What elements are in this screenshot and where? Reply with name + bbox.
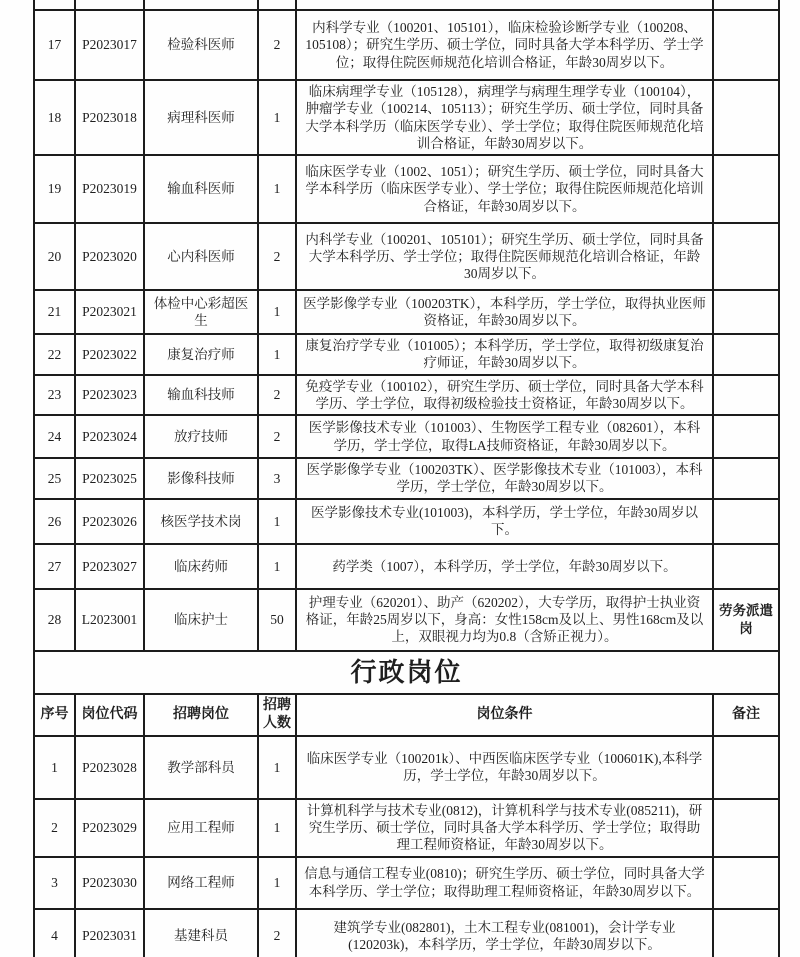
remark-cell: [713, 799, 779, 857]
row-index-cell: 4: [34, 909, 75, 957]
row-index-cell: 17: [34, 10, 75, 80]
table-row: [34, 223, 779, 290]
row-index-cell: 1: [34, 736, 75, 799]
position-code-cell: P2023023: [75, 375, 144, 416]
table-row: [34, 155, 779, 223]
row-index-cell: 21: [34, 290, 75, 334]
requirements-cell: 医学影像技术专业(101003)，本科学历，学士学位，年龄30周岁以下。: [296, 499, 713, 544]
table-header-row: [34, 694, 779, 736]
row-index-cell: 19: [34, 155, 75, 223]
position-code-cell: P2023018: [75, 80, 144, 155]
remark-cell: [713, 544, 779, 589]
requirements-cell: 临床医学专业（100201k）、中西医临床医学专业（100601K),本科学历，学士学位，年龄30周岁以下。: [296, 736, 713, 799]
column-header-remark: 备注: [713, 694, 779, 736]
table-row: [34, 909, 779, 957]
position-code-cell: P2023031: [75, 909, 144, 957]
position-name-cell: 康复治疗师: [144, 334, 258, 375]
recruit-count-cell: 2: [258, 223, 296, 290]
position-name-cell: 应用工程师: [144, 799, 258, 857]
position-name-cell: 核医学技术岗: [144, 499, 258, 544]
row-index-cell: 3: [34, 857, 75, 909]
remark-cell: [713, 909, 779, 957]
recruit-count-cell: 1: [258, 499, 296, 544]
position-name-cell: 影像科技师: [144, 458, 258, 499]
requirements-cell: 计算机科学与技术专业(0812)，计算机科学与技术专业(085211)，研究生学历、硕士学位，同时具备大学本科学历、学士学位；取得助理工程师资格证，年龄30周岁以下。: [296, 799, 713, 857]
recruit-count-cell: 2: [258, 415, 296, 458]
remark-cell: [713, 499, 779, 544]
section-banner-row: [34, 651, 779, 694]
recruit-count-cell: 50: [258, 589, 296, 651]
table-row: [34, 334, 779, 375]
remark-cell: [713, 290, 779, 334]
row-index-cell: 20: [34, 223, 75, 290]
remark-cell: [713, 857, 779, 909]
table-row: [34, 415, 779, 458]
table-row: [34, 375, 779, 416]
position-code-cell: P2023020: [75, 223, 144, 290]
row-index-cell: 25: [34, 458, 75, 499]
position-code-cell: P2023021: [75, 290, 144, 334]
recruit-count-cell: 3: [258, 458, 296, 499]
table-row: [34, 458, 779, 499]
column-header-code: 岗位代码: [75, 694, 144, 736]
recruit-count-cell: 1: [258, 155, 296, 223]
row-index-cell: 27: [34, 544, 75, 589]
stub-cell: [713, 0, 779, 10]
row-index-cell: 22: [34, 334, 75, 375]
remark-cell: [713, 415, 779, 458]
position-name-cell: 放疗技师: [144, 415, 258, 458]
position-code-cell: P2023022: [75, 334, 144, 375]
position-name-cell: 病理科医师: [144, 80, 258, 155]
requirements-cell: 信息与通信工程专业(0810)；研究生学历、硕士学位，同时具备大学本科学历、学士学位；取得助理工程师资格证，年龄30周岁以下。: [296, 857, 713, 909]
column-header-no: 序号: [34, 694, 75, 736]
table-row: [34, 736, 779, 799]
position-name-cell: 临床护士: [144, 589, 258, 651]
requirements-cell: 临床病理学专业（105128），病理学与病理生理学专业（100104），肿瘤学专业（100214、105113）；研究生学历、硕士学位，同时具备大学本科学历（临床医学专业）、学士学位；取得住院医师规范化培训合格证，年龄30周岁以下。: [296, 80, 713, 155]
position-name-cell: 基建科员: [144, 909, 258, 957]
table-row: [34, 799, 779, 857]
requirements-cell: 医学影像学专业（100203TK），本科学历，学士学位，取得执业医师资格证，年龄30周岁以下。: [296, 290, 713, 334]
row-index-cell: 28: [34, 589, 75, 651]
position-code-cell: P2023026: [75, 499, 144, 544]
requirements-cell: 免疫学专业（100102），研究生学历、硕士学位，同时具备大学本科学历、学士学位，取得初级检验技士资格证，年龄30周岁以下。: [296, 375, 713, 416]
remark-cell: [713, 223, 779, 290]
recruit-count-cell: 1: [258, 290, 296, 334]
position-code-cell: P2023024: [75, 415, 144, 458]
position-name-cell: 输血科医师: [144, 155, 258, 223]
recruit-count-cell: 1: [258, 334, 296, 375]
table-row: [34, 589, 779, 651]
requirements-cell: 医学影像学专业（100203TK）、医学影像技术专业（101003），本科学历，学士学位，年龄30周岁以下。: [296, 458, 713, 499]
remark-cell: [713, 375, 779, 416]
requirements-cell: 建筑学专业(082801)，土木工程专业(081001)，会计学专业(120203k)，本科学历，学士学位，年龄30周岁以下。: [296, 909, 713, 957]
position-code-cell: P2023019: [75, 155, 144, 223]
recruitment-table: [33, 0, 780, 957]
remark-cell: [713, 80, 779, 155]
table-row: [34, 857, 779, 909]
recruit-count-cell: 1: [258, 857, 296, 909]
remark-cell: [713, 10, 779, 80]
requirements-cell: 内科学专业（100201、105101），临床检验诊断学专业（100208、105108）；研究生学历、硕士学位，同时具备大学本科学历、学士学位；取得住院医师规范化培训合格证，年龄30周岁以下。: [296, 10, 713, 80]
requirements-cell: 医学影像技术专业（101003）、生物医学工程专业（082601），本科学历，学士学位，取得LA技师资格证，年龄30周岁以下。: [296, 415, 713, 458]
requirements-cell: 药学类（1007），本科学历，学士学位，年龄30周岁以下。: [296, 544, 713, 589]
column-header-condition: 岗位条件: [296, 694, 713, 736]
requirements-cell: 内科学专业（100201、105101）；研究生学历、硕士学位，同时具备大学本科学历、学士学位；取得住院医师规范化培训合格证，年龄30周岁以下。: [296, 223, 713, 290]
position-name-cell: 检验科医师: [144, 10, 258, 80]
position-code-cell: P2023025: [75, 458, 144, 499]
position-name-cell: 心内科医师: [144, 223, 258, 290]
table-row: [34, 499, 779, 544]
position-code-cell: P2023017: [75, 10, 144, 80]
remark-cell: [713, 334, 779, 375]
requirements-cell: 康复治疗学专业（101005）；本科学历，学士学位，取得初级康复治疗师证，年龄30周岁以下。: [296, 334, 713, 375]
stub-cell: [144, 0, 258, 10]
row-index-cell: 2: [34, 799, 75, 857]
remark-cell: [713, 736, 779, 799]
row-index-cell: 24: [34, 415, 75, 458]
table-row: [34, 290, 779, 334]
remark-cell: [713, 458, 779, 499]
column-header-count: 招聘人数: [258, 694, 296, 736]
position-name-cell: 体检中心彩超医生: [144, 290, 258, 334]
recruit-count-cell: 2: [258, 909, 296, 957]
stub-cell: [296, 0, 713, 10]
column-header-position: 招聘岗位: [144, 694, 258, 736]
position-code-cell: L2023001: [75, 589, 144, 651]
row-index-cell: 26: [34, 499, 75, 544]
table-continuation-stub: [34, 0, 779, 10]
remark-cell: 劳务派遣岗: [713, 589, 779, 651]
table-row: [34, 10, 779, 80]
table-row: [34, 80, 779, 155]
row-index-cell: 23: [34, 375, 75, 416]
recruit-count-cell: 1: [258, 736, 296, 799]
stub-cell: [75, 0, 144, 10]
requirements-cell: 护理专业（620201）、助产（620202），大专学历，取得护士执业资格证，年龄25周岁以下，身高：女性158cm及以上、男性168cm及以上，双眼视力均为0.8（含矫正视力）。: [296, 589, 713, 651]
row-index-cell: 18: [34, 80, 75, 155]
recruit-count-cell: 1: [258, 80, 296, 155]
section-title: 行政岗位: [34, 651, 779, 694]
position-code-cell: P2023027: [75, 544, 144, 589]
position-name-cell: 临床药师: [144, 544, 258, 589]
table-row: [34, 544, 779, 589]
position-name-cell: 网络工程师: [144, 857, 258, 909]
position-code-cell: P2023030: [75, 857, 144, 909]
stub-cell: [34, 0, 75, 10]
stub-cell: [258, 0, 296, 10]
requirements-cell: 临床医学专业（1002、1051）；研究生学历、硕士学位，同时具备大学本科学历（临床医学专业）、学士学位；取得住院医师规范化培训合格证，年龄30周岁以下。: [296, 155, 713, 223]
recruit-count-cell: 1: [258, 544, 296, 589]
recruit-count-cell: 2: [258, 10, 296, 80]
remark-cell: [713, 155, 779, 223]
recruit-count-cell: 1: [258, 799, 296, 857]
position-code-cell: P2023029: [75, 799, 144, 857]
position-code-cell: P2023028: [75, 736, 144, 799]
position-name-cell: 输血科技师: [144, 375, 258, 416]
position-name-cell: 教学部科员: [144, 736, 258, 799]
recruit-count-cell: 2: [258, 375, 296, 416]
